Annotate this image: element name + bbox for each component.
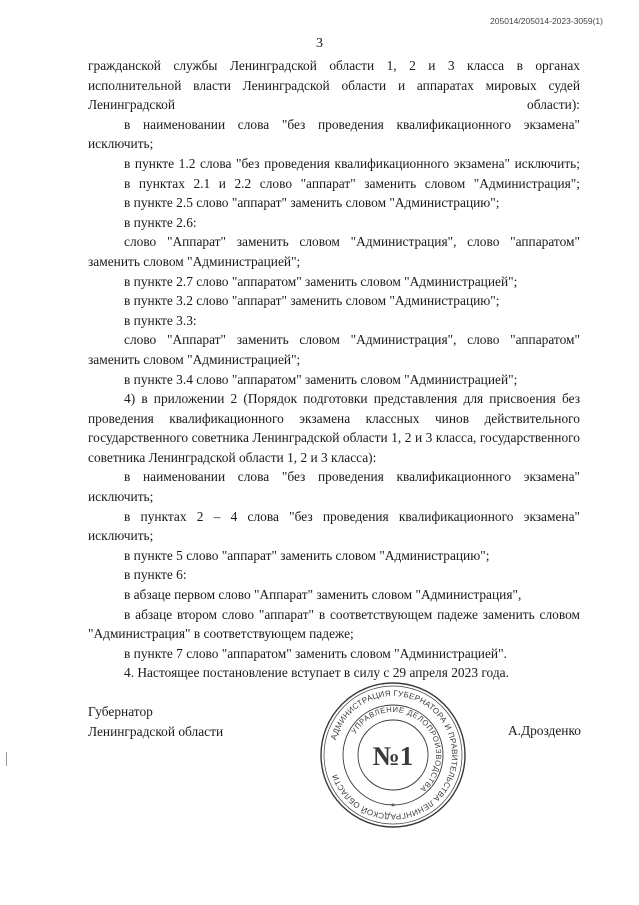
paragraph: в пунктах 2.1 и 2.2 слово "аппарат" заменить словом "Администрация";: [124, 175, 580, 191]
paragraph: в пункте 5 слово "аппарат" заменить словом "Администрацию";: [124, 547, 490, 563]
paragraph: в пункте 3.4 слово "аппаратом" заменить словом "Администрацией";: [124, 371, 518, 387]
seal-number: №1: [372, 741, 414, 771]
paragraph: слово "Аппарат" заменить словом "Администрация", слово "аппаратом" заменить словом "Администрацией";: [88, 332, 580, 367]
paragraph: в наименовании слова "без проведения квалификационного экзамена" исключить;: [88, 116, 580, 152]
page-number: 3: [316, 36, 323, 51]
signature-block: [88, 702, 223, 741]
paragraph: в пункте 3.3:: [124, 312, 197, 328]
paragraph: в пунктах 2 – 4 слова "без проведения квалификационного экзамена" исключить;: [88, 508, 580, 544]
paragraph: в наименовании слова "без проведения квалификационного экзамена" исключить;: [88, 469, 580, 505]
paragraph: в пункте 2.7 слово "аппаратом" заменить словом "Администрацией";: [124, 273, 518, 289]
paragraph: в абзаце первом слово "Аппарат" заменить словом "Администрация",: [124, 587, 522, 603]
paragraph: в пункте 2.5 слово "аппарат" заменить словом "Администрацию";: [124, 195, 500, 211]
paragraph: в абзаце втором слово "аппарат" в соответствующем падеже заменить словом "Администрация" в соответствующем падеже;: [88, 606, 580, 642]
paragraph: в пункте 1.2 слова "без проведения квалификационного экзамена" исключить;: [124, 155, 580, 171]
signer-region: Ленинградской области: [88, 723, 224, 739]
signer-name: А.Дрозденко: [507, 723, 581, 738]
paragraph: в пункте 7 слово "аппаратом" заменить словом "Администрацией".: [124, 645, 507, 661]
paragraph: 4) в приложении 2 (Порядок подготовки представления для присвоения без проведения квалификационного экзамена классных чинов действительного государственного советника Ленинградской области 1, 2 и 3 класса, государственного советника Ленинградской области 1, 2 и 3 класса):: [88, 391, 580, 465]
document-body: [88, 56, 580, 683]
document-id: 205014/205014-2023-3059(1): [490, 16, 603, 26]
paragraph: слово "Аппарат" заменить словом "Администрация", слово "аппаратом" заменить словом "Администрацией";: [88, 234, 580, 269]
paragraph: в пункте 3.2 слово "аппарат" заменить словом "Администрацию";: [124, 293, 500, 309]
seal-inner-text: УПРАВЛЕНИЕ ДЕЛОПРОИЗВОДСТВА: [349, 704, 444, 795]
paragraph: гражданской службы Ленинградской области 1, 2 и 3 класса в органах исполнительной власти Ленинградской области и аппаратах мировых судей Ленинградской области):: [88, 58, 580, 113]
paragraph: в пункте 6:: [124, 567, 187, 583]
paragraph: в пункте 2.6:: [124, 214, 197, 230]
paragraph: 4. Настоящее постановление вступает в силу с 29 апреля 2023 года.: [124, 665, 509, 681]
seal-outer-text: АДМИНИСТРАЦИЯ ГУБЕРНАТОРА И ПРАВИТЕЛЬСТВА ЛЕНИНГРАДСКОЙ ОБЛАСТИ: [329, 688, 460, 822]
seal-star: *: [391, 802, 395, 813]
official-seal: [318, 680, 468, 830]
margin-mark: [6, 752, 11, 766]
signer-title: Губернатор: [88, 704, 153, 719]
